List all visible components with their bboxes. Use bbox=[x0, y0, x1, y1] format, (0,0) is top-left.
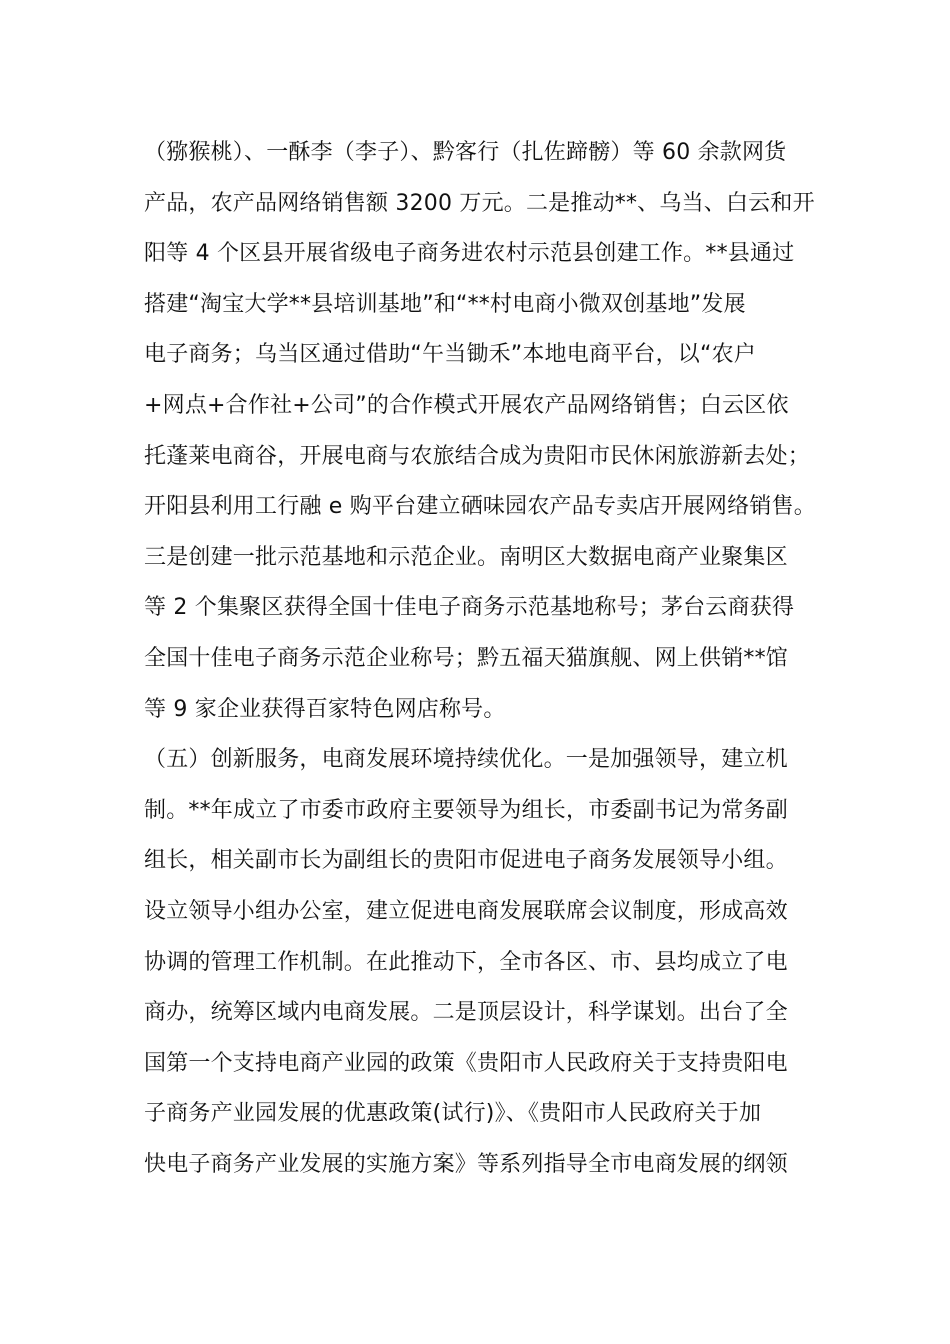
text-line: 等 2 个集聚区获得全国十佳电子商务示范基地称号；茅台云商获得 bbox=[144, 595, 795, 621]
text-line: 全国十佳电子商务示范企业称号；黔五福天猫旗舰、网上供销**馆 bbox=[144, 645, 789, 671]
text-line: 商办，统筹区域内电商发展。二是顶层设计，科学谋划。出台了全 bbox=[144, 1000, 788, 1026]
text-line: （五）创新服务，电商发展环境持续优化。一是加强领导，建立机 bbox=[144, 747, 788, 773]
text-line: 快电子商务产业发展的实施方案》等系列指导全市电商发展的纲领 bbox=[144, 1151, 788, 1177]
text-line: 协调的管理工作机制。在此推动下，全市各区、市、县均成立了电 bbox=[144, 949, 788, 975]
text-line: 组长，相关副市长为副组长的贵阳市促进电子商务发展领导小组。 bbox=[144, 848, 788, 874]
text-line: 托蓬莱电商谷，开展电商与农旅结合成为贵阳市民休闲旅游新去处； bbox=[144, 443, 811, 469]
text-line: 搭建“淘宝大学**县培训基地”和“**村电商小微双创基地”发展 bbox=[144, 291, 746, 317]
text-line: +网点+合作社+公司”的合作模式开展农产品网络销售；白云区依 bbox=[144, 392, 789, 418]
text-line: 子商务产业园发展的优惠政策(试行)》、《贵阳市人民政府关于加 bbox=[144, 1101, 762, 1127]
text-line: 国第一个支持电商产业园的政策《贵阳市人民政府关于支持贵阳电 bbox=[144, 1050, 788, 1076]
text-line: 开阳县利用工行融 e 购平台建立硒味园农产品专卖店开展网络销售。 bbox=[144, 494, 816, 520]
text-line: 阳等 4 个区县开展省级电子商务进农村示范县创建工作。**县通过 bbox=[144, 241, 795, 267]
text-line: 设立领导小组办公室，建立促进电商发展联席会议制度，形成高效 bbox=[144, 898, 788, 924]
text-line: 等 9 家企业获得百家特色网店称号。 bbox=[144, 696, 506, 722]
document-body bbox=[144, 128, 814, 1190]
text-line: 电子商务；乌当区通过借助“午当锄禾”本地电商平台，以“农户 bbox=[144, 342, 756, 368]
text-line: 制。**年成立了市委市政府主要领导为组长，市委副书记为常务副 bbox=[144, 797, 789, 823]
text-line: 产品，农产品网络销售额 3200 万元。二是推动**、乌当、白云和开 bbox=[144, 190, 815, 216]
text-line: 三是创建一批示范基地和示范企业。南明区大数据电商产业聚集区 bbox=[144, 544, 788, 570]
text-line: （猕猴桃）、一酥李（李子）、黔客行（扎佐蹄髈）等 60 余款网货 bbox=[144, 140, 787, 165]
